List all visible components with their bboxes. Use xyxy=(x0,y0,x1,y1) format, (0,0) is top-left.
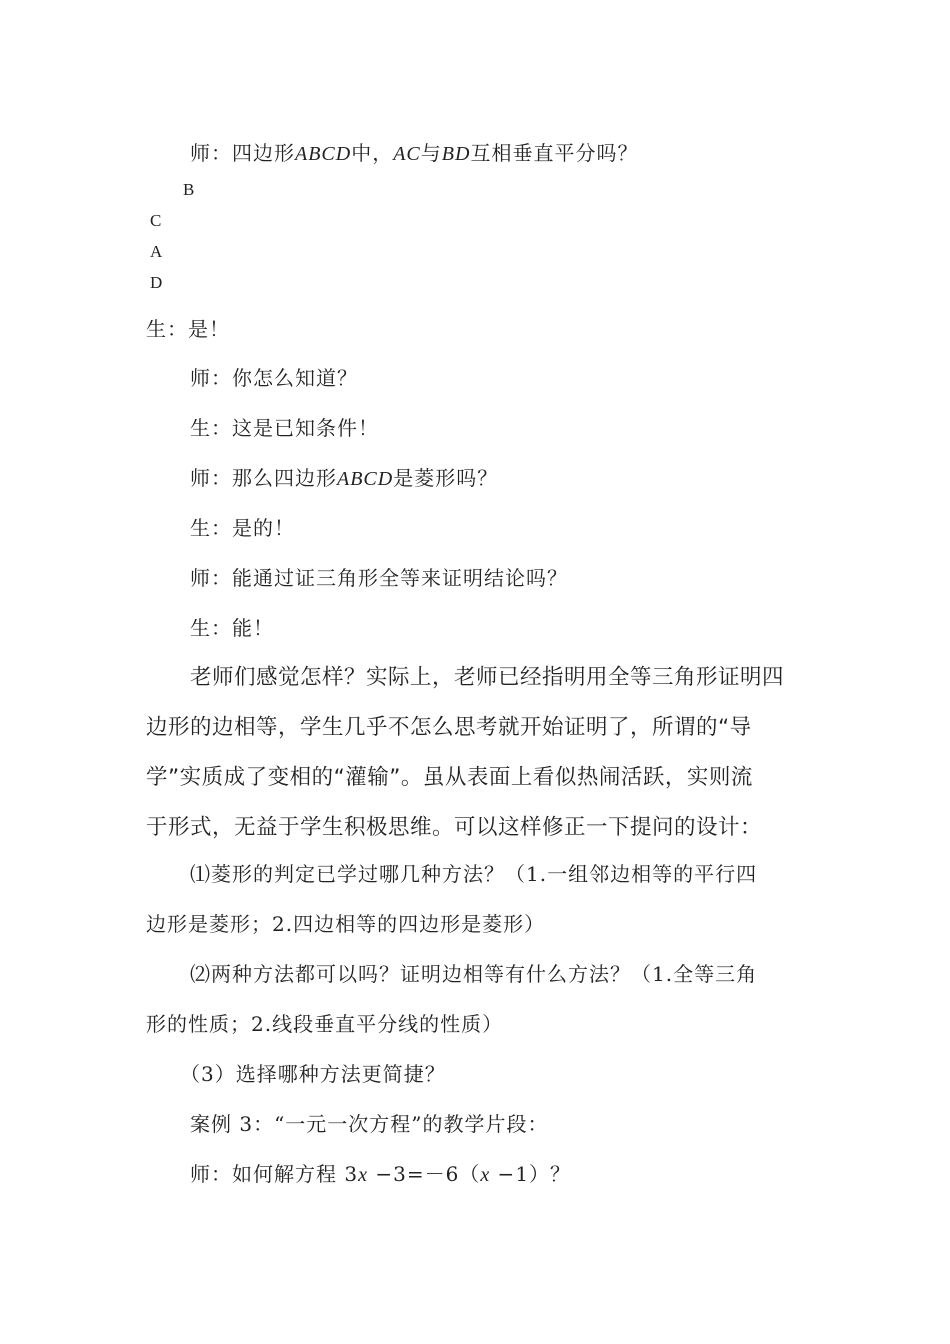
math-var: x xyxy=(480,1164,491,1186)
figure-label-b: B xyxy=(183,180,195,199)
math-var: x xyxy=(358,1164,368,1186)
text: 你怎么知道？ xyxy=(232,366,358,390)
speaker: 师： xyxy=(190,466,232,490)
text: 是！ xyxy=(188,317,230,341)
math-var: ABCD xyxy=(337,468,394,490)
text: 那么四边形 xyxy=(232,466,337,490)
paragraph-line: 老师们感觉怎样？实际上，老师已经指明用全等三角形证明四 xyxy=(190,665,785,690)
speaker: 生： xyxy=(190,616,232,640)
speaker: 生： xyxy=(190,516,232,540)
question-2 xyxy=(190,958,757,987)
dialogue-line-5 xyxy=(190,462,498,491)
text: 如何解方程 3 xyxy=(232,1162,359,1186)
dialogue-line-8 xyxy=(190,612,274,641)
figure-label-c: C xyxy=(150,211,162,230)
speaker: 生： xyxy=(190,416,232,440)
text: 是的！ xyxy=(232,516,295,540)
question-number: ⑵ xyxy=(190,962,211,986)
speaker: 师： xyxy=(190,366,232,390)
case-title: 案例 3：“一元一次方程”的教学片段： xyxy=(190,1112,549,1136)
speaker: 师： xyxy=(190,566,232,590)
text: 是菱形吗？ xyxy=(393,466,499,490)
speaker: 生： xyxy=(146,317,188,341)
paragraph-line: 学”实质成了变相的“灌输”。虽从表面上看似热闹活跃，实则流 xyxy=(146,765,753,790)
text: 这是已知条件！ xyxy=(232,416,379,440)
question-text: 选择哪种方法更简捷？ xyxy=(235,1062,446,1086)
math-var: BD xyxy=(441,143,471,165)
text: 能！ xyxy=(232,616,274,640)
question-1-cont: 边形是菱形；2.四边相等的四边形是菱形） xyxy=(146,912,546,936)
text: −3=－6（ xyxy=(367,1162,481,1186)
paragraph-line: 于形式，无益于学生积极思维。可以这样修正一下提问的设计： xyxy=(146,815,763,840)
text: 四边形 xyxy=(232,141,295,165)
text: 中， xyxy=(351,141,394,165)
question-number: （3） xyxy=(180,1062,236,1086)
text: 能通过证三角形全等来证明结论吗？ xyxy=(232,566,568,590)
question-number: ⑴ xyxy=(190,862,211,886)
question-text: 菱形的判定已学过哪几种方法？（1.一组邻边相等的平行四 xyxy=(211,862,758,886)
question-3 xyxy=(180,1058,446,1087)
text: −1）？ xyxy=(490,1162,572,1186)
dialogue-line-4 xyxy=(190,412,379,441)
figure-label-d: D xyxy=(150,273,163,292)
dialogue-line-1 xyxy=(190,137,638,166)
math-var: AC xyxy=(393,143,421,165)
dialogue-line-7 xyxy=(190,562,568,591)
figure-label-a: A xyxy=(150,242,163,261)
dialogue-line-2 xyxy=(146,313,230,342)
case-dialogue xyxy=(190,1158,571,1187)
dialogue-line-6 xyxy=(190,512,295,541)
paragraph-line: 边形的边相等，学生几乎不怎么思考就开始证明了，所谓的“导 xyxy=(146,715,752,740)
question-text: 两种方法都可以吗？证明边相等有什么方法？（1.全等三角 xyxy=(211,962,758,986)
dialogue-line-3 xyxy=(190,362,358,391)
question-1 xyxy=(190,858,757,887)
math-var: ABCD xyxy=(295,143,352,165)
speaker: 师： xyxy=(190,141,232,165)
text: 与 xyxy=(420,141,442,165)
speaker: 师： xyxy=(190,1162,232,1186)
question-2-cont: 形的性质；2.线段垂直平分线的性质） xyxy=(146,1012,504,1036)
text: 互相垂直平分吗？ xyxy=(470,141,639,165)
